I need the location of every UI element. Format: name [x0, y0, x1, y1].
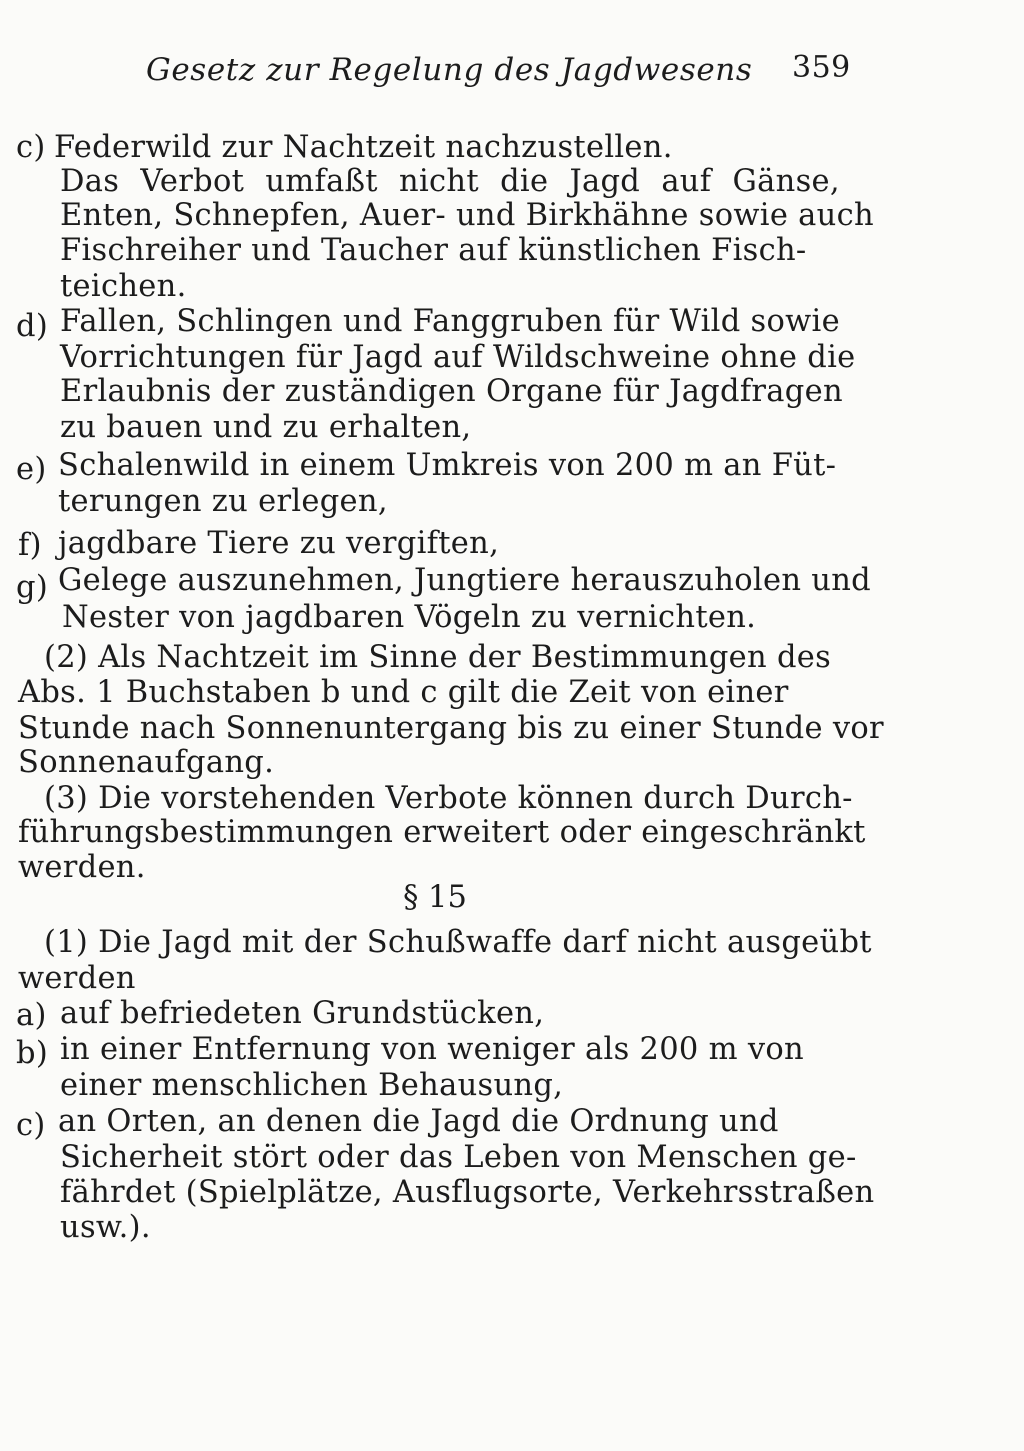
item-line: teichen. [60, 269, 187, 304]
word: Jagd [569, 164, 641, 199]
item-line: auf befriedeten Grundstücken, [60, 996, 545, 1031]
page-number: 359 [792, 50, 851, 85]
item-label: f) [18, 528, 42, 563]
item-line: Sicherheit stört oder das Leben von Menschen ge- [60, 1140, 857, 1175]
item-line: usw.). [60, 1210, 151, 1245]
word: nicht [399, 164, 479, 199]
item-line: Enten, Schnepfen, Auer- und Birkhähne sowie auch [60, 198, 874, 233]
item-label: d) [16, 309, 49, 344]
item-line: Fischreiher und Taucher auf künstlichen Fisch- [60, 233, 807, 268]
paragraph-line: (1) Die Jagd mit der Schußwaffe darf nicht ausgeübt [44, 925, 872, 960]
word: Verbot [140, 164, 245, 199]
item-label: e) [16, 452, 47, 487]
item-line: einer menschlichen Behausung, [60, 1068, 564, 1103]
item-line: Erlaubnis der zuständigen Organe für Jagdfragen [60, 374, 843, 409]
item-line: Fallen, Schlingen und Fanggruben für Wild sowie [60, 304, 840, 339]
item-label: g) [16, 570, 49, 605]
item-line: fährdet (Spielplätze, Ausflugsorte, Verkehrsstraßen [60, 1175, 875, 1210]
word: die [500, 164, 549, 199]
item-label: c) [16, 1108, 46, 1143]
item-line: Vorrichtungen für Jagd auf Wildschweine ohne die [60, 340, 856, 375]
word: Das [60, 164, 120, 199]
word: auf [661, 164, 712, 199]
paragraph-line: werden. [18, 850, 146, 885]
item-label: a) [16, 998, 47, 1033]
word: umfaßt [265, 164, 378, 199]
item-line: in einer Entfernung von weniger als 200 m von [60, 1032, 804, 1067]
paragraph-line: werden [18, 961, 136, 996]
word: Gänse, [732, 164, 840, 199]
item-line: zu bauen und zu erhalten, [60, 410, 472, 445]
item-line [60, 164, 840, 200]
item-line: an Orten, an denen die Jagd die Ordnung und [58, 1104, 779, 1139]
paragraph-line: (2) Als Nachtzeit im Sinne der Bestimmungen des [44, 640, 832, 675]
paragraph-line: Abs. 1 Buchstaben b und c gilt die Zeit von einer [18, 675, 789, 710]
item-label: b) [16, 1036, 49, 1071]
paragraph-line: führungsbestimmungen erweitert oder eingeschränkt [18, 815, 866, 850]
paragraph-line: Stunde nach Sonnenuntergang bis zu einer Stunde vor [18, 711, 884, 746]
section-heading: § 15 [403, 880, 467, 915]
item-line: terungen zu erlegen, [58, 484, 388, 519]
item-line: Gelege auszunehmen, Jungtiere herauszuholen und [58, 563, 871, 598]
item-line: Federwild zur Nachtzeit nachzustellen. [54, 130, 673, 165]
item-line: Schalenwild in einem Umkreis von 200 m an Füt- [58, 448, 837, 483]
item-label: c) [16, 130, 46, 165]
paragraph-line: (3) Die vorstehenden Verbote können durch Durch- [44, 781, 853, 816]
item-line: Nester von jagdbaren Vögeln zu vernichten. [62, 600, 757, 635]
paragraph-line: Sonnenaufgang. [18, 745, 275, 780]
running-header: Gesetz zur Regelung des Jagdwesens [146, 52, 753, 88]
item-line: jagdbare Tiere zu vergiften, [58, 526, 500, 561]
